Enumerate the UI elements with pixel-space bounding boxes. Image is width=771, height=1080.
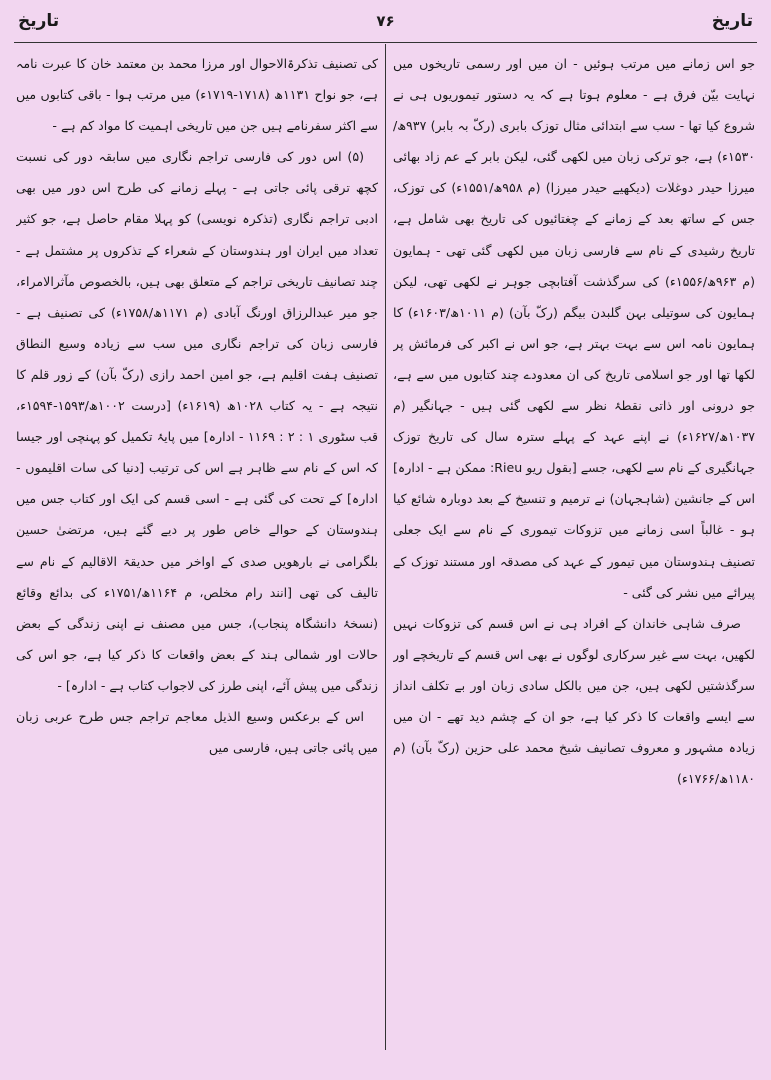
left-column [16,48,378,1052]
paragraph: کی تصنیف تذکرۃالاحوال اور مرزا محمد بن معتمد خان کا عبرت نامہ ہے، جو نواح ۱۱۳۱ھ (۱۷۱۸-۱۷۱۹ء) میں مرتب ہوا - باقی کتابوں میں سے اکثر سفرنامے ہیں جن میں تاریخی اہمیت کا مواد کم ہے - [16,56,378,134]
header-rule [14,42,757,43]
page-number: ۷۶ [376,12,395,30]
header-title-left: تاریخ [18,11,60,31]
paragraph: (۵) اس دور کی فارسی تراجم نگاری میں سابقہ دور کی نسبت کچھ ترقی پائی جاتی ہے - پہلے زمانے کی طرح اس دور میں بھی ادبی تراجم نگاری (تذکرہ نویسی) کو پہلا مقام حاصل ہے، جو کثیر تعداد میں ایران اور ہندوستان کے شعراء کے تذکروں پر مشتمل ہے - چند تصانیف تاریخی تراجم کے متعلق بھی ہیں، بالخصوص مآثرالامراء، جو میر عبدالرزاق اورنگ آبادی (م ۱۱۷۱ھ/۱۷۵۸ء) کی تصنیف ہے - فارسی زبان کی تراجم نگاری میں سب سے زیادہ وسیع النطاق تصنیف ہفت اقلیم ہے، جو امین احمد رازی (رکّ بآن) کے زور قلم کا نتیجہ ہے - یہ کتاب ۱۰۲۸ھ (۱۶۱۹ء) [درست ۱۰۰۲ھ/۱۵۹۳-۱۵۹۴ء، قب سٹوری ۱ : ۲ : ۱۱۶۹ - ادارہ] میں پایۂ تکمیل کو پہنچی اور جیسا کہ اس کے نام سے ظاہر ہے اس کی ترتیب [دنیا کی سات اقلیموں - ادارہ] کے تحت کی گئی ہے - اسی قسم کی ایک اور کتاب جس میں ہندوستان کے حوالے خاص طور پر دیے گئے ہیں، مرتضیٰ حسین بلگرامی نے بارھویں صدی کے اواخر میں حدیقۃ الاقالیم کے نام سے تالیف کی تھی [انند رام مخلص، م ۱۱۶۴ھ/۱۷۵۱ء کی بدائع وقائع (نسخۂ دانشگاہ پنجاب)، جس میں مصنف نے اپنی زندگی کے بعض حالات اور شمالی ہند کے بعض واقعات کا ذکر کیا ہے، جو اس کی زندگی میں پیش آئے، اپنی طرز کی لاجواب کتاب ہے - ادارہ] - [16,149,378,693]
paragraph: صرف شاہی خاندان کے افراد ہی نے اس قسم کی تزوکات نہیں لکھیں، بہت سے غیر سرکاری لوگوں نے بھی اس قسم کے تاریخچے اور سرگذشتیں لکھی ہیں، جن میں بالکل سادی زبان اور بے تکلف انداز سے ایسے واقعات کا ذکر کیا ہے، جو ان کے چشم دید تھے - ان میں زیادہ مشہور و معروف تصانیف شیخ محمد علی حزین (رکّ بآن) (م ۱۱۸۰ھ/۱۷۶۶ء) [393,615,755,787]
paragraph: اس کے برعکس وسیع الذیل معاجم تراجم جس طرح عربی زبان میں پائی جاتی ہیں، فارسی میں [16,708,378,756]
right-column [393,48,755,1052]
column-divider [385,44,386,1050]
paragraph: جو اس زمانے میں مرتب ہوئیں - ان میں اور رسمی تاریخوں میں نہایت بیّن فرق ہے - معلوم ہوتا ہے کہ یہ دستور تیموریوں ہی نے شروع کیا تھا - سب سے ابتدائی مثال توزک بابری (رکّ بہ بابر) ۹۳۷ھ/۱۵۳۰ء) ہے، جو ترکی زبان میں لکھی گئی، لیکن بابر کے عم زاد بھائی میرزا حیدر دوغلات (دیکھیے حیدر میرزا) (م ۹۵۸ھ/۱۵۵۱ء) کی توزک، جس کے ساتھ بعد کے زمانے کے چغتائیوں کی تاریخ بھی شامل ہے، تاریخ رشیدی کے نام سے فارسی زبان میں لکھی گئی تھی - ہمایون (م ۹۶۳ھ/۱۵۵۶ء) کی سرگذشت آفتابچی جوہر نے لکھی تھی، لیکن ہمایون کی سوتیلی بہن گلبدن بیگم (رکّ بآن) (م ۱۰۱۱ھ/۱۶۰۳ء) کا ہمایون نامہ اس سے بہت بہتر ہے، جو اس نے اکبر کی فرمائش پر لکھا تھا اور جو اسلامی تاریخ کی ان معدودے چند کتابوں میں سے ہے، جو درونی اور ذاتی نقطۂ نظر سے لکھی گئی ہیں - جہانگیر (م ۱۰۳۷ھ/۱۶۲۷ء) نے اپنے عہد کے پہلے سترہ سال کی تاریخ توزک جہانگیری کے نام سے لکھی، جسے [بقول ریو Rieu: ممکن ہے - ادارہ] اس کے جانشین (شاہجہان) نے ترمیم و تنسیخ کے بعد دوبارہ شائع کیا ہو - غالباً اسی زمانے میں تزوکات تیموری کے نام سے ایک جعلی تصنیف ہندوستان میں تیمور کے عہد کی مصدقہ اور مستند توزک کے پیرائے میں نشر کی گئی - [393,56,755,600]
running-head [18,6,753,36]
header-title-right: تاریخ [711,11,753,31]
